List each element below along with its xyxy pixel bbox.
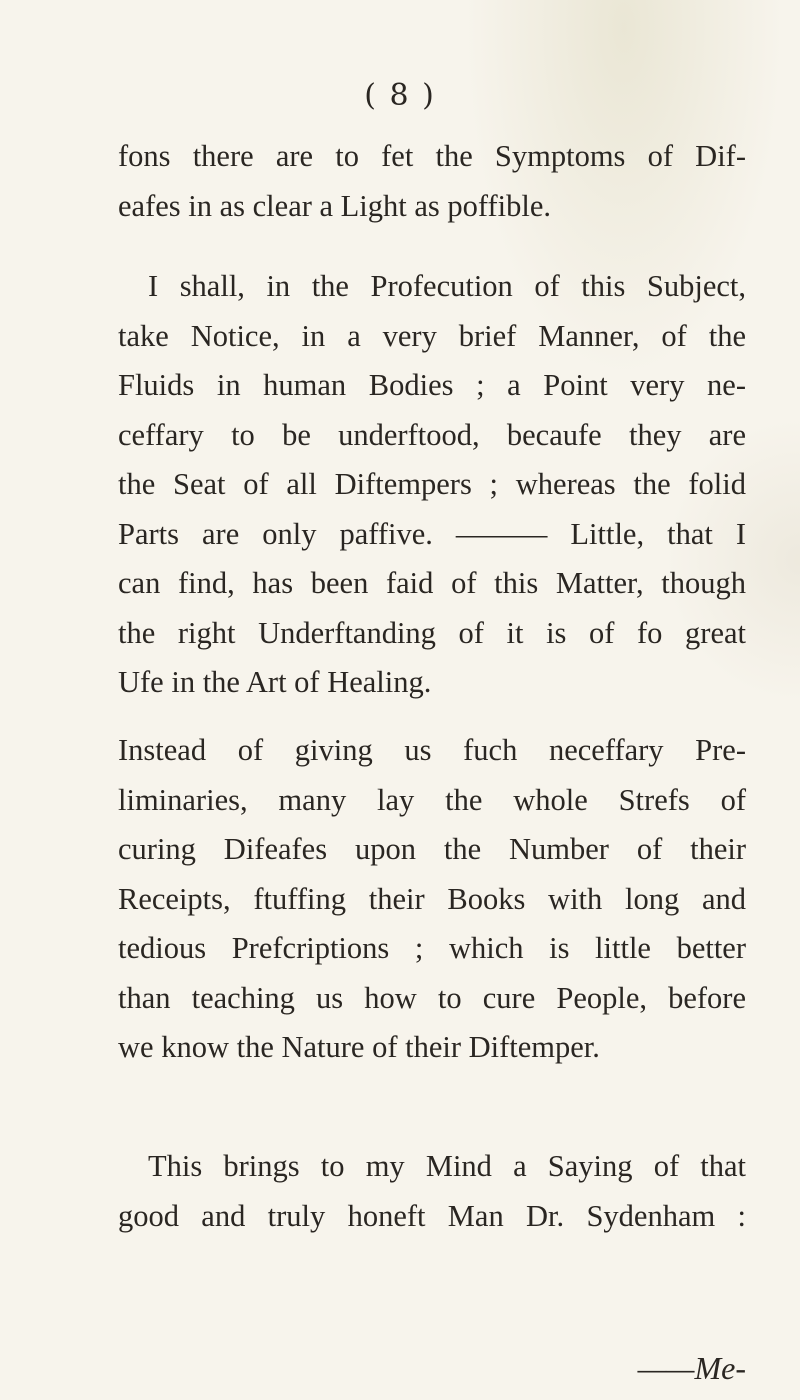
text-line: good and truly honeft Man Dr. Sydenham : bbox=[118, 1198, 746, 1233]
paragraph-4 bbox=[118, 1142, 746, 1241]
text-line: eafes in as clear a Light as poffible. bbox=[118, 188, 552, 223]
text-line: This brings to my Mind a Saying of that bbox=[148, 1149, 746, 1183]
text-line: the right Underftanding of it is of fo great bbox=[118, 615, 746, 650]
text-line: liminaries, many lay the whole Strefs of bbox=[118, 782, 746, 817]
paragraph-3 bbox=[118, 726, 746, 1073]
text-line: Fluids in human Bodies ; a Point very ne- bbox=[118, 368, 746, 402]
text-line: Parts are only paffive. ——— Little, that I bbox=[118, 516, 746, 551]
text-line: ceffary to be underftood, becaufe they are bbox=[118, 417, 746, 452]
text-line: than teaching us how to cure People, before bbox=[118, 980, 746, 1015]
paragraph-2 bbox=[118, 262, 746, 708]
text-line: fons there are to fet the Symptoms of Dif- bbox=[118, 139, 746, 173]
text-line: we know the Nature of their Diftemper. bbox=[118, 1030, 600, 1064]
page-number: ( 8 ) bbox=[364, 78, 436, 113]
text-line: curing Difeafes upon the Number of their bbox=[118, 832, 746, 866]
text-line: Receipts, ftuffing their Books with long and bbox=[118, 881, 746, 916]
text-line: the Seat of all Diftempers ; whereas the folid bbox=[118, 467, 746, 501]
text-line: Ufe in the Art of Healing. bbox=[118, 665, 432, 699]
text-line: tedious Prefcriptions ; which is little better bbox=[118, 931, 746, 965]
text-line: I shall, in the Profecution of this Subject, bbox=[148, 269, 746, 303]
paragraph-1 bbox=[118, 132, 746, 231]
text-line: can find, has been faid of this Matter, though bbox=[118, 566, 746, 600]
text-line: take Notice, in a very brief Manner, of the bbox=[118, 318, 746, 353]
catchword: ——Me- bbox=[637, 1350, 746, 1386]
text-line: Instead of giving us fuch neceffary Pre- bbox=[118, 733, 746, 767]
